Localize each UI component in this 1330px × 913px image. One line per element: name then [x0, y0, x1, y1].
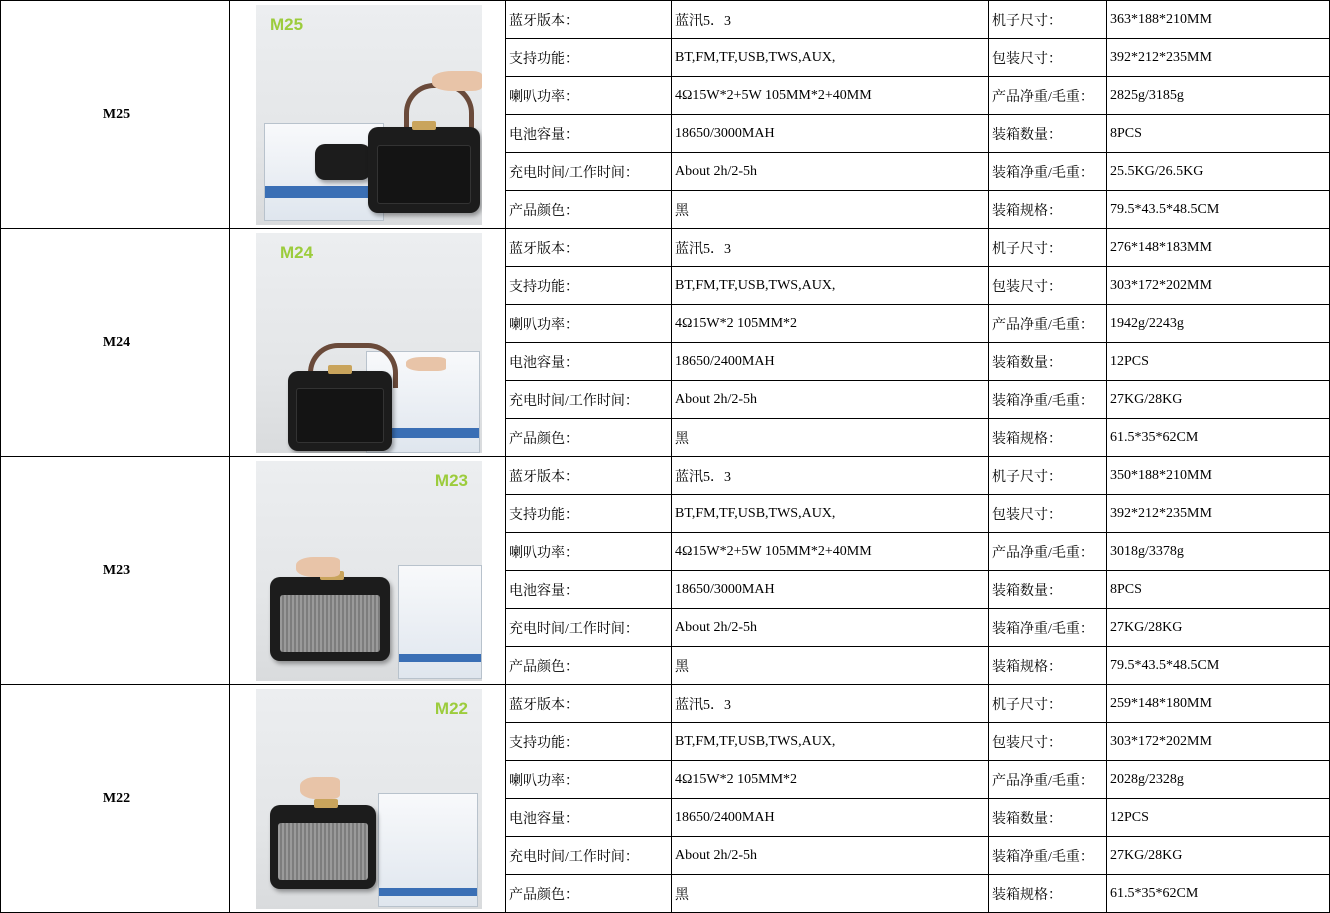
spec-value: BT,FM,TF,USB,TWS,AUX, [672, 723, 989, 761]
spec-value: 4Ω15W*2+5W 105MM*2+40MM [672, 77, 989, 115]
spec-value: About 2h/2-5h [672, 837, 989, 875]
spec-label: 装箱数量： [989, 115, 1107, 153]
spec-label: 喇叭功率： [506, 761, 672, 799]
spec-label: 喇叭功率： [506, 77, 672, 115]
spec-label: 产品净重/毛重： [989, 77, 1107, 115]
spec-label: 电池容量： [506, 571, 672, 609]
spec-label: 产品颜色： [506, 647, 672, 685]
box-stripe [379, 888, 477, 896]
product-photo-cell [230, 229, 506, 457]
spec-value: 黑 [672, 875, 989, 913]
spec-value: BT,FM,TF,USB,TWS,AUX, [672, 495, 989, 533]
model-name: M23 [1, 457, 230, 685]
photo-model-tag: M22 [434, 698, 468, 718]
photo-model-tag: M24 [280, 242, 314, 262]
box-speaker-image [315, 144, 371, 180]
packaging-box [378, 793, 478, 907]
spec-label: 支持功能： [506, 495, 672, 533]
spec-value: BT,FM,TF,USB,TWS,AUX, [672, 267, 989, 305]
spec-label: 充电时间/工作时间： [506, 609, 672, 647]
spec-label: 喇叭功率： [506, 305, 672, 343]
spec-value: 18650/3000MAH [672, 115, 989, 153]
spec-row [1, 457, 1330, 495]
spec-value: 8PCS [1107, 115, 1330, 153]
packaging-box [398, 565, 482, 679]
spec-value: 黑 [672, 191, 989, 229]
hand [432, 71, 482, 91]
speaker-image [368, 127, 480, 213]
sheet-body [1, 1, 1330, 913]
spec-label: 充电时间/工作时间： [506, 837, 672, 875]
spec-value: 27KG/28KG [1107, 609, 1330, 647]
spec-value: 276*148*183MM [1107, 229, 1330, 267]
spec-row [1, 1, 1330, 39]
spec-label: 装箱规格： [989, 419, 1107, 457]
packaging-box [264, 123, 384, 221]
model-name: M24 [1, 229, 230, 457]
spec-label: 装箱净重/毛重： [989, 609, 1107, 647]
product-photo-cell [230, 457, 506, 685]
spec-value: 79.5*43.5*48.5CM [1107, 647, 1330, 685]
product-photo [256, 461, 482, 681]
spec-label: 支持功能： [506, 267, 672, 305]
spec-label: 电池容量： [506, 799, 672, 837]
spec-value: 303*172*202MM [1107, 723, 1330, 761]
spec-value: 蓝汛5．3 [672, 457, 989, 495]
spec-label: 产品净重/毛重： [989, 761, 1107, 799]
spec-value: 4Ω15W*2 105MM*2 [672, 761, 989, 799]
spec-label: 装箱净重/毛重： [989, 153, 1107, 191]
product-photo [256, 689, 482, 909]
spec-value: 12PCS [1107, 343, 1330, 381]
product-photo-cell [230, 685, 506, 913]
speaker-grill [278, 823, 367, 880]
spec-label: 包装尺寸： [989, 267, 1107, 305]
spec-value: 2825g/3185g [1107, 77, 1330, 115]
spec-label: 机子尺寸： [989, 1, 1107, 39]
photo-model-tag: M23 [434, 470, 468, 490]
speaker-grill [280, 595, 381, 652]
spec-label: 蓝牙版本： [506, 1, 672, 39]
spec-label: 喇叭功率： [506, 533, 672, 571]
spec-value: 4Ω15W*2+5W 105MM*2+40MM [672, 533, 989, 571]
speaker-grill [377, 145, 471, 204]
photo-model-tag: M25 [270, 14, 304, 34]
spec-label: 包装尺寸： [989, 495, 1107, 533]
spec-label: 装箱净重/毛重： [989, 381, 1107, 419]
spec-value: 3018g/3378g [1107, 533, 1330, 571]
box-stripe [265, 186, 383, 198]
spec-value: 27KG/28KG [1107, 837, 1330, 875]
spec-value: 392*212*235MM [1107, 495, 1330, 533]
spec-value: 25.5KG/26.5KG [1107, 153, 1330, 191]
product-photo-cell [230, 1, 506, 229]
spec-label: 装箱规格： [989, 647, 1107, 685]
speaker-image [270, 577, 390, 661]
spec-label: 蓝牙版本： [506, 457, 672, 495]
speaker-knob [328, 365, 352, 374]
spec-label: 产品净重/毛重： [989, 305, 1107, 343]
spec-value: 黑 [672, 419, 989, 457]
spec-value: 303*172*202MM [1107, 267, 1330, 305]
spec-label: 装箱净重/毛重： [989, 837, 1107, 875]
product-photo [256, 233, 482, 453]
spec-label: 充电时间/工作时间： [506, 153, 672, 191]
spec-value: 61.5*35*62CM [1107, 419, 1330, 457]
spec-row [1, 685, 1330, 723]
spec-label: 产品净重/毛重： [989, 533, 1107, 571]
spec-label: 产品颜色： [506, 419, 672, 457]
spec-value: 350*188*210MM [1107, 457, 1330, 495]
model-name: M25 [1, 1, 230, 229]
spec-value: 18650/2400MAH [672, 799, 989, 837]
spec-value: 4Ω15W*2 105MM*2 [672, 305, 989, 343]
speaker-knob [314, 799, 338, 808]
spec-value: About 2h/2-5h [672, 153, 989, 191]
spec-label: 装箱规格： [989, 191, 1107, 229]
spec-value: 8PCS [1107, 571, 1330, 609]
spec-value: 79.5*43.5*48.5CM [1107, 191, 1330, 229]
hand [300, 777, 340, 799]
spec-label: 电池容量： [506, 343, 672, 381]
spec-label: 装箱数量： [989, 799, 1107, 837]
spec-value: About 2h/2-5h [672, 381, 989, 419]
spec-value: 363*188*210MM [1107, 1, 1330, 39]
hand [296, 557, 340, 577]
spec-value: 12PCS [1107, 799, 1330, 837]
spec-value: BT,FM,TF,USB,TWS,AUX, [672, 39, 989, 77]
spec-label: 支持功能： [506, 723, 672, 761]
spec-value: 黑 [672, 647, 989, 685]
spec-label: 包装尺寸： [989, 39, 1107, 77]
spec-label: 机子尺寸： [989, 685, 1107, 723]
speaker-image [288, 371, 392, 451]
speaker-grill [296, 388, 383, 442]
spec-label: 机子尺寸： [989, 229, 1107, 267]
spec-label: 产品颜色： [506, 875, 672, 913]
spec-value: 蓝汛5．3 [672, 685, 989, 723]
spec-value: 蓝汛5．3 [672, 1, 989, 39]
spec-label: 机子尺寸： [989, 457, 1107, 495]
spec-value: 27KG/28KG [1107, 381, 1330, 419]
spec-value: 18650/3000MAH [672, 571, 989, 609]
spec-label: 包装尺寸： [989, 723, 1107, 761]
spec-value: 259*148*180MM [1107, 685, 1330, 723]
spec-label: 电池容量： [506, 115, 672, 153]
spec-value: 蓝汛5．3 [672, 229, 989, 267]
hand [406, 357, 446, 371]
spec-row [1, 229, 1330, 267]
spec-value: 1942g/2243g [1107, 305, 1330, 343]
spec-label: 充电时间/工作时间： [506, 381, 672, 419]
spec-label: 装箱规格： [989, 875, 1107, 913]
spec-value: 2028g/2328g [1107, 761, 1330, 799]
spec-label: 蓝牙版本： [506, 685, 672, 723]
speaker-image [270, 805, 376, 889]
model-name: M22 [1, 685, 230, 913]
spec-label: 装箱数量： [989, 343, 1107, 381]
spec-value: 18650/2400MAH [672, 343, 989, 381]
speaker-knob [412, 121, 436, 130]
spec-label: 产品颜色： [506, 191, 672, 229]
spec-label: 装箱数量： [989, 571, 1107, 609]
spec-label: 蓝牙版本： [506, 229, 672, 267]
spec-label: 支持功能： [506, 39, 672, 77]
box-stripe [399, 654, 481, 662]
product-photo [256, 5, 482, 225]
spec-value: 392*212*235MM [1107, 39, 1330, 77]
spec-value: 61.5*35*62CM [1107, 875, 1330, 913]
spec-value: About 2h/2-5h [672, 609, 989, 647]
